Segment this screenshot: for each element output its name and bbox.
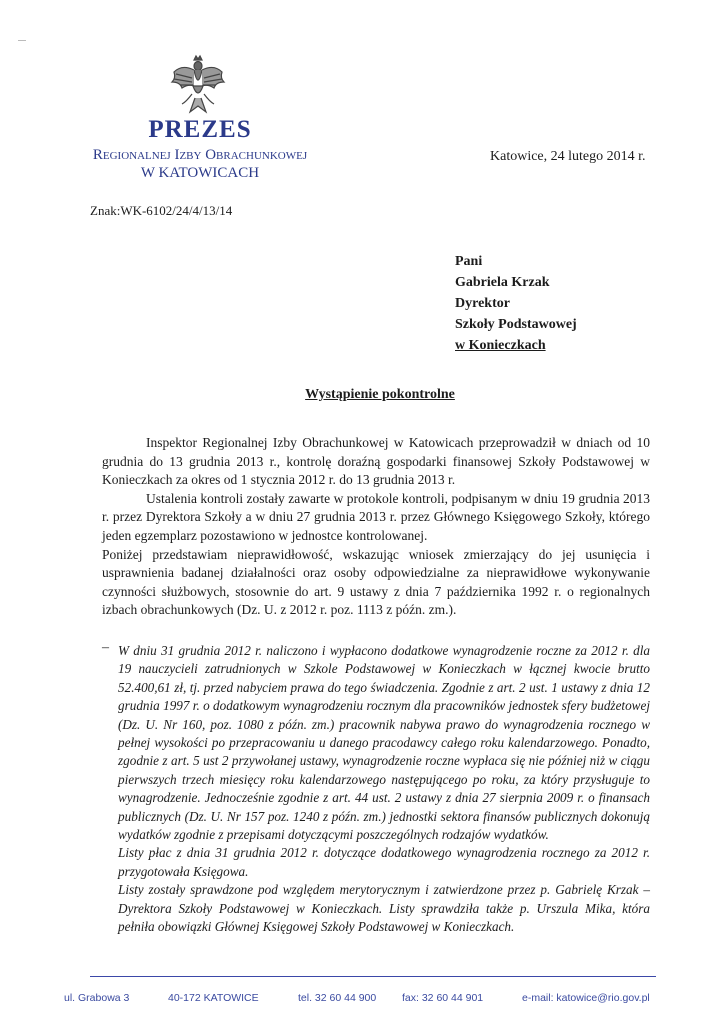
finding-text-2: Listy płac z dnia 31 grudnia 2012 r. dotyczące dodatkowego wynagrodzenia rocznego za 2012 r. przygotowała Księgowa. — [118, 845, 650, 879]
place-date: Katowice, 24 lutego 2014 r. — [490, 149, 646, 164]
letter-body — [102, 434, 650, 620]
footer-street: ul. Grabowa 3 — [64, 992, 130, 1004]
issuer-title: PREZES — [148, 116, 252, 143]
polish-eagle-icon — [168, 54, 228, 116]
footer-divider — [90, 976, 656, 977]
addressee-location: w Konieczkach — [455, 338, 546, 353]
institution-city: W KATOWICACH — [140, 165, 260, 181]
footer-city: 40-172 KATOWICE — [168, 992, 259, 1004]
addressee-name: Gabriela Krzak — [455, 275, 550, 290]
institution-name: Regionalnej Izby Obrachunkowej — [92, 147, 308, 163]
body-paragraph-1: Inspektor Regionalnej Izby Obrachunkowej w Katowicach przeprowadził w dniach od 10 grudnia do 13 grudnia 2013 r., kontrolę doraźną gospodarki finansowej Szkoły Podstawowej w Konieczkach za okres od 1 stycznia 2012 r. do 13 grudnia 2013 r. — [102, 435, 650, 488]
addressee-block — [455, 251, 577, 356]
footer-phone: tel. 32 60 44 900 — [298, 992, 377, 1004]
document-title: Wystąpienie pokontrolne — [305, 387, 455, 402]
finding-bullet: – — [102, 640, 109, 655]
body-paragraph-2: Ustalenia kontroli zostały zawarte w protokole kontroli, podpisanym w dniu 19 grudnia 2013 r. przez Dyrektora Szkoły a w dniu 27 grudnia 2013 r. przez Głównego Księgowego Szkoły, którego jeden egzemplarz pozostawiono w jednostce kontrolowanej. — [102, 490, 650, 543]
finding-block — [118, 642, 650, 937]
reference-number: Znak:WK-6102/24/4/13/14 — [90, 203, 233, 218]
finding-text-3: Listy zostały sprawdzone pod względem merytorycznym i zatwierdzone przez p. Gabrielę Krzak – Dyrektora Szkoły Podstawowej w Konieczkach. Listy sprawdziła także p. Urszula Mika, która pełniła obowiązki Głównej Księgowej Szkoły Podstawowej w Konieczkach. — [118, 882, 650, 935]
body-paragraph-3: Poniżej przedstawiam nieprawidłowość, wskazując wniosek zmierzający do jej usunięcia i usprawnienia badanej działalności oraz osoby odpowiedzialne za nieprawidłowe wykonywanie czynności służbowych, stosownie do art. 9 ustawy z dnia 7 października 1992 r. o regionalnych izbach obrachunkowych (Dz. U. z 2012 r. poz. 1113 z późn. zm.). — [102, 546, 650, 618]
addressee-school: Szkoły Podstawowej — [455, 317, 577, 332]
addressee-salutation: Pani — [455, 254, 483, 269]
finding-text-1: W dniu 31 grudnia 2012 r. naliczono i wypłacono dodatkowe wynagrodzenie roczne za 2012 r. dla 19 nauczycieli zatrudnionych w Szkole Podstawowej w Konieczkach w łącznej kwocie brutto 52.400,61 zł, tj. przed nabyciem prawa do tego świadczenia. Zgodnie z art. 2 ust. 1 ustawy z dnia 12 grudnia 1997 r. o dodatkowym wynagrodzeniu rocznym dla pracowników jednostek sfery budżetowej (Dz. U. Nr 160, poz. 1080 z późn. zm.) pracownik nabywa prawo do wynagrodzenia rocznego w pełnej wysokości po przepracowaniu u danego pracodawcy całego roku kalendarzowego. Ponadto, zgodnie z art. 5 ust 2 przywołanej ustawy, wynagrodzenie roczne wypłaca się nie później niż w ciągu pierwszych trzech miesięcy roku kalendarzowego następującego po roku, za który przysługuje to wynagrodzenie. Jednocześnie zgodnie z art. 44 ust. 2 ustawy z dnia 27 sierpnia 2009 r. o finansach publicznych (Dz. U. Nr 157 poz. 1240 z późn. zm.) jednostki sektora finansów publicznych dokonują wydatków zgodnie z przepisami dotyczącymi poszczególnych rodzajów wydatków. — [118, 643, 650, 843]
footer-fax: fax: 32 60 44 901 — [402, 992, 484, 1004]
footer-email: e-mail: katowice@rio.gov.pl — [522, 992, 650, 1004]
addressee-position: Dyrektor — [455, 296, 510, 311]
scan-mark — [18, 40, 26, 41]
